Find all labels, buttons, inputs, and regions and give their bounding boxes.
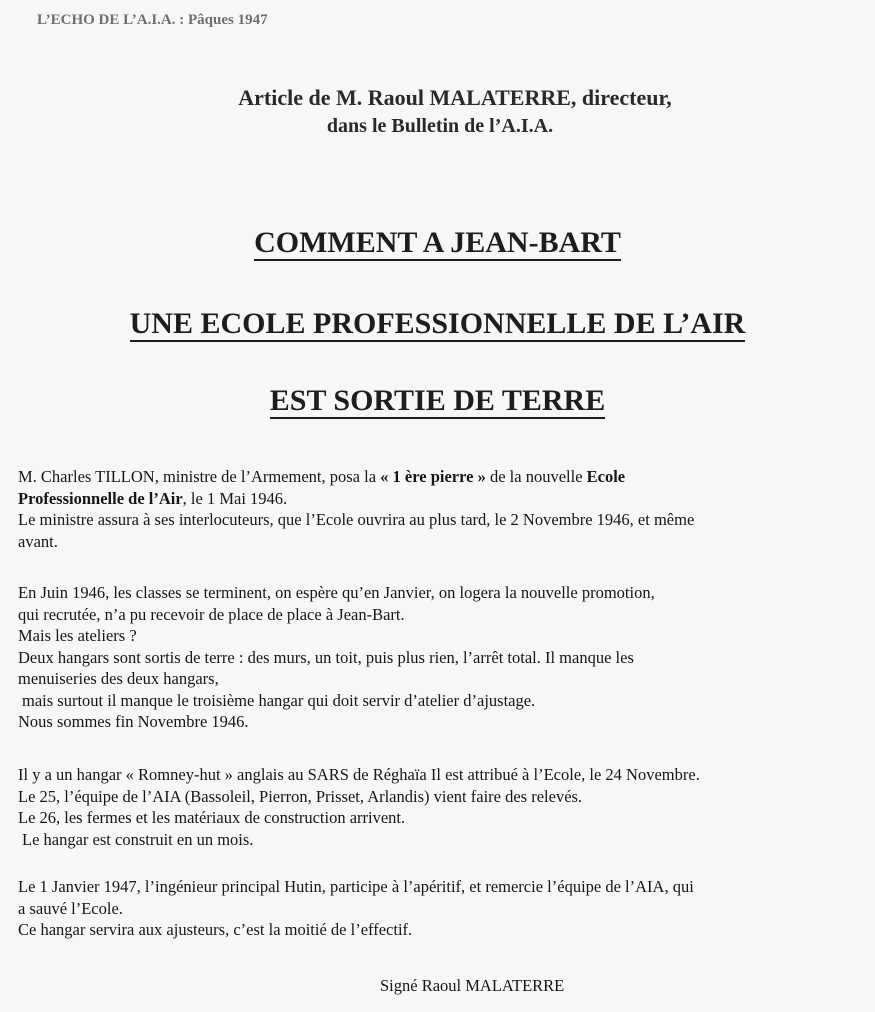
paragraph-3-line-1: Il y a un hangar « Romney-hut » anglais au SARS de Réghaïa Il est attribué à l’Ecole, le 24 Novembre. [18,765,700,784]
paragraph-3-line-3: Le 26, les fermes et les matériaux de construction arrivent. [18,808,406,827]
paragraph-2-line-3: Mais les ateliers ? [18,626,137,645]
intro-line-author: Article de M. Raoul MALATERRE, directeur, [238,85,672,110]
paragraph-2-line-5: menuiseries des deux hangars, [18,669,219,688]
paragraph-1-line-4: avant. [18,531,58,551]
text-fragment: de la nouvelle [485,467,587,486]
headline-text-3: EST SORTIE DE TERRE [269,384,606,417]
paragraph-1-line-2 [18,488,863,510]
paragraph-2-line-6: mais surtout il manque le troisième hangar qui doit servir d’atelier d’ajustage. [22,690,536,710]
paragraph-2-line-7: Nous sommes fin Novembre 1946. [18,712,249,731]
paragraph-1 [18,466,863,552]
paragraph-1-line-1 [18,466,863,488]
headline-text-2: UNE ECOLE PROFESSIONNELLE DE L’AIR [129,307,746,340]
school-name-emphasis: Ecole [586,467,626,486]
paragraph-4-line-1: Le 1 Janvier 1947, l’ingénieur principal Hutin, participe à l’apéritif, et remercie l’équipe de l’AIA, qui [18,877,694,896]
headline-line-3 [0,384,875,418]
paragraph-2 [18,582,863,733]
headline-line-1 [0,226,875,260]
publication-header: L’ECHO DE L’A.I.A. : Pâques 1947 [37,12,268,28]
signature: Signé Raoul MALATERRE [380,976,565,995]
intro-line-bulletin: dans le Bulletin de l’A.I.A. [326,115,554,137]
paragraph-2-line-2: qui recrutée, n’a pu recevoir de place de place à Jean-Bart. [18,604,405,624]
paragraph-3-line-2: Le 25, l’équipe de l’AIA (Bassoleil, Pierron, Prisset, Arlandis) vient faire des relevés. [18,786,583,806]
paragraph-4-line-3: Ce hangar servira aux ajusteurs, c’est la moitié de l’effectif. [18,920,413,939]
school-name-emphasis: Professionnelle de l’Air [18,488,183,508]
first-stone-emphasis: « 1 ère pierre » [380,467,486,486]
paragraph-2-line-1: En Juin 1946, les classes se terminent, on espère qu’en Janvier, on logera la nouvelle promotion, [18,583,655,602]
headline-text-1: COMMENT A JEAN-BART [254,226,621,259]
paragraph-4-line-2: a sauvé l’Ecole. [18,898,123,918]
paragraph-4 [18,876,863,941]
paragraph-3-line-4: Le hangar est construit en un mois. [22,829,254,849]
paragraph-1-line-3: Le ministre assura à ses interlocuteurs, que l’Ecole ouvrira au plus tard, le 2 Novembre 1946, et même [18,510,695,529]
paragraph-3 [18,764,863,850]
headline-line-2 [0,307,875,341]
text-fragment: M. Charles TILLON, ministre de l’Armement, posa la [18,467,381,486]
paragraph-2-line-4: Deux hangars sont sortis de terre : des murs, un toit, puis plus rien, l’arrêt total. Il manque les [18,647,634,667]
text-fragment: , le 1 Mai 1946. [182,488,288,508]
